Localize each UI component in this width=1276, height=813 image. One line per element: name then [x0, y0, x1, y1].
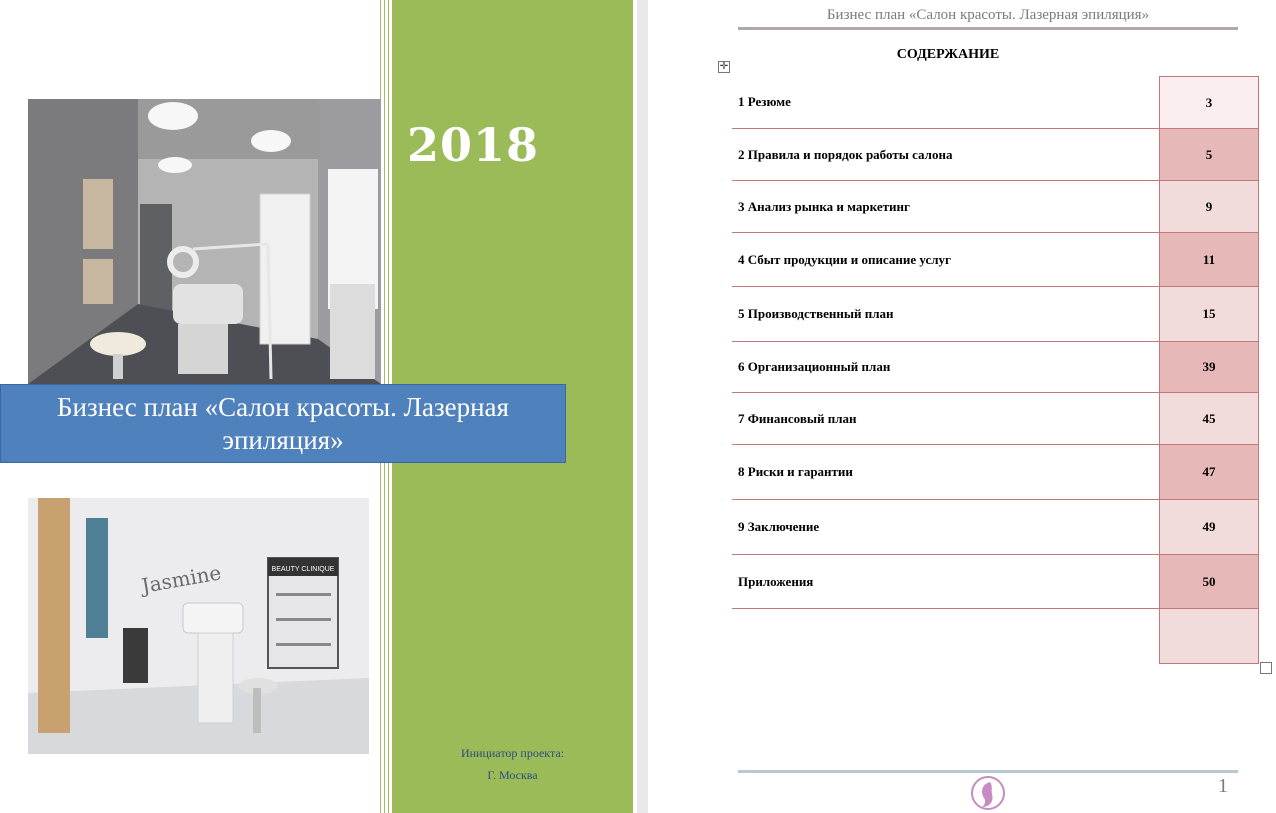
- toc-item-label[interactable]: 4 Сбыт продукции и описание услуг: [732, 233, 1160, 287]
- clinic-sign-text: BEAUTY CLINIQUE: [271, 566, 335, 573]
- toc-item-page: 45: [1160, 393, 1259, 445]
- toc-row: [732, 77, 1259, 129]
- toc-item-page: 3: [1160, 77, 1259, 129]
- toc-item-label[interactable]: 2 Правила и порядок работы салона: [732, 129, 1160, 181]
- toc-item-label: [732, 609, 1160, 664]
- toc-item-page: 50: [1160, 555, 1259, 609]
- toc-row: [732, 445, 1259, 500]
- toc-item-page: 15: [1160, 287, 1259, 342]
- toc-table: [732, 76, 1259, 664]
- toc-item-page: 5: [1160, 129, 1259, 181]
- footer-rule: [738, 770, 1238, 773]
- toc-item-label[interactable]: 8 Риски и гарантии: [732, 445, 1160, 500]
- table-move-handle-icon[interactable]: ✛: [719, 61, 729, 72]
- clinic-room-illustration: [28, 498, 369, 754]
- toc-row: [732, 609, 1259, 664]
- header-rule: [738, 27, 1238, 30]
- cover-year: 2018: [406, 118, 540, 172]
- toc-row: [732, 342, 1259, 393]
- toc-item-page: [1160, 609, 1259, 664]
- toc-row: [732, 393, 1259, 445]
- toc-row: [732, 129, 1259, 181]
- toc-item-page: 47: [1160, 445, 1259, 500]
- cover-title-banner: Бизнес план «Салон красоты. Лазерная эпиляция»: [0, 384, 566, 463]
- page-number: 1: [1218, 775, 1228, 797]
- toc-item-page: 9: [1160, 181, 1259, 233]
- toc-item-label[interactable]: 3 Анализ рынка и маркетинг: [732, 181, 1160, 233]
- toc-item-label[interactable]: 6 Организационный план: [732, 342, 1160, 393]
- toc-row: [732, 287, 1259, 342]
- toc-item-label[interactable]: 9 Заключение: [732, 500, 1160, 555]
- laser-room-illustration: [28, 99, 381, 384]
- cover-page: [0, 0, 637, 813]
- table-resize-handle-icon[interactable]: [1260, 662, 1272, 674]
- page-header-title: Бизнес план «Салон красоты. Лазерная эпиляция»: [826, 7, 1150, 23]
- toc-row: [732, 500, 1259, 555]
- toc-page: [648, 0, 1276, 813]
- cover-photo-clinic: [28, 498, 369, 754]
- clinic-wall-text: Jasmine: [139, 560, 223, 598]
- toc-item-label[interactable]: 5 Производственный план: [732, 287, 1160, 342]
- salon-logo-icon: [968, 774, 1008, 812]
- toc-row: [732, 233, 1259, 287]
- cover-city: Г. Москва: [487, 768, 538, 782]
- toc-row: [732, 181, 1259, 233]
- cover-initiator-label: Инициатор проекта:: [460, 746, 565, 760]
- toc-item-label[interactable]: Приложения: [732, 555, 1160, 609]
- toc-item-page: 11: [1160, 233, 1259, 287]
- toc-item-page: 49: [1160, 500, 1259, 555]
- toc-item-label[interactable]: 1 Резюме: [732, 77, 1160, 129]
- toc-item-page: 39: [1160, 342, 1259, 393]
- toc-row: [732, 555, 1259, 609]
- toc-title: СОДЕРЖАНИЕ: [896, 47, 1000, 62]
- toc-item-label[interactable]: 7 Финансовый план: [732, 393, 1160, 445]
- cover-photo-laser-room: [28, 99, 381, 384]
